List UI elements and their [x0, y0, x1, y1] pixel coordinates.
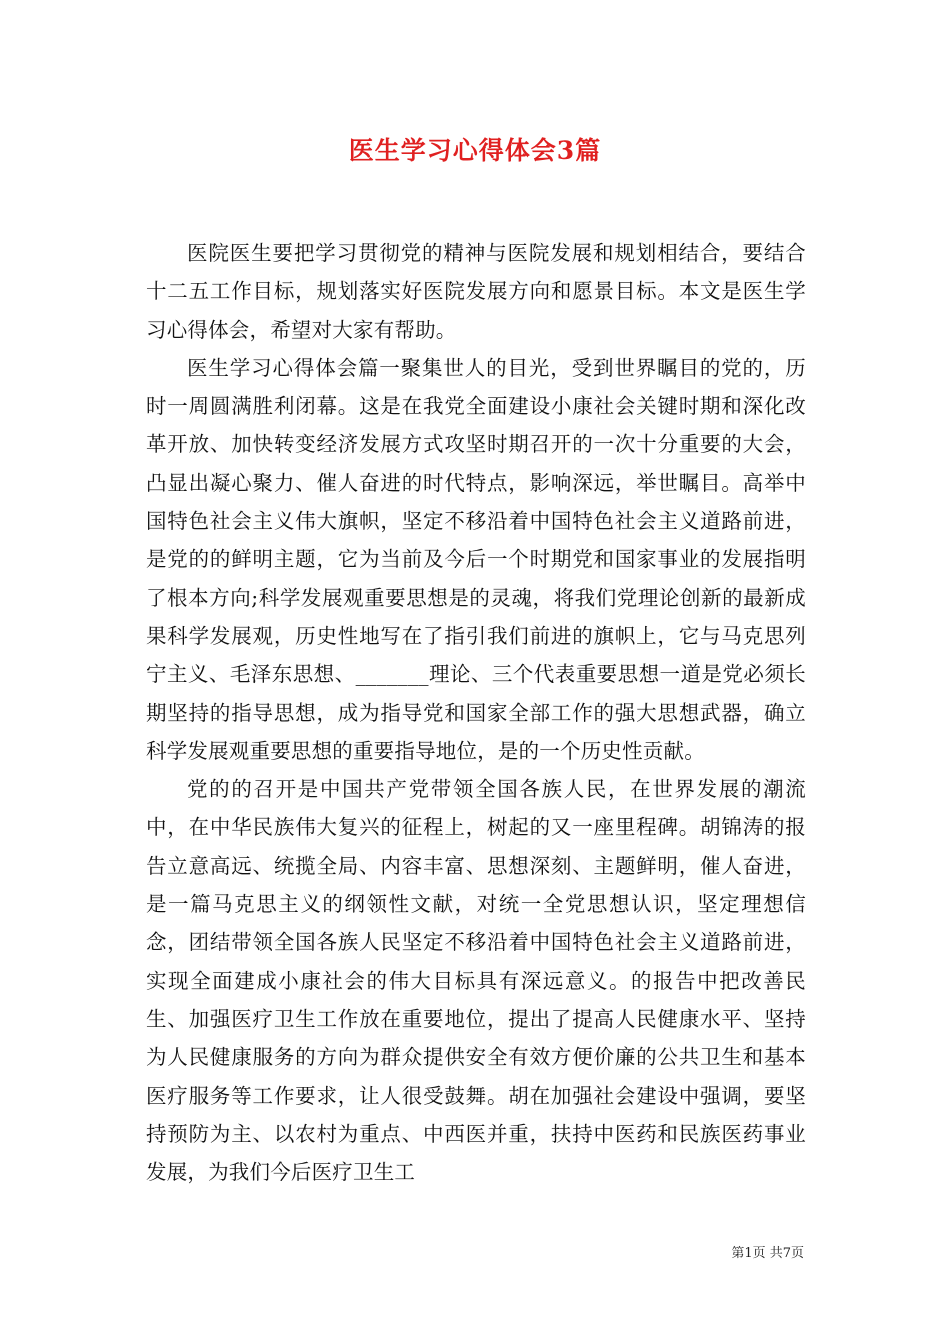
paragraph-intro: 医院医生要把学习贯彻党的精神与医院发展和规划相结合，要结合十二五工作目标，规划落实好医院发展方向和愿景目标。本文是医生学习心得体会，希望对大家有帮助。: [146, 241, 806, 342]
document-body: [146, 234, 806, 1191]
paragraph-article-one: 医生学习心得体会篇一聚集世人的目光，受到世界瞩目的党的，历时一周圆满胜利闭幕。这是在我党全面建设小康社会关键时期和深化改革开放、加快转变经济发展方式攻坚时期召开的一次十分重要的大会，凸显出凝心聚力、催人奋进的时代特点，影响深远，举世瞩目。高举中国特色社会主义伟大旗帜，坚定不移沿着中国特色社会主义道路前进，是党的的鲜明主题，它为当前及今后一个时期党和国家事业的发展指明了根本方向;科学发展观重要思想是的灵魂，将我们党理论创新的最新成果科学发展观，历史性地写在了指引我们前进的旗帜上，它与马克思列宁主义、毛泽东思想、_______理论、三个代表重要思想一道是党必须长期坚持的指导思想，成为指导党和国家全部工作的强大思想武器，确立科学发展观重要思想的重要指导地位，是的一个历史性贡献。: [146, 355, 806, 763]
paragraph-congress: 党的的召开是中国共产党带领全国各族人民，在世界发展的潮流中，在中华民族伟大复兴的征程上，树起的又一座里程碑。胡锦涛的报告立意高远、统揽全局、内容丰富、思想深刻、主题鲜明，催人奋进，是一篇马克思主义的纲领性文献，对统一全党思想认识，坚定理想信念，团结带领全国各族人民坚定不移沿着中国特色社会主义道路前进，实现全面建成小康社会的伟大目标具有深远意义。的报告中把改善民生、加强医疗卫生工作放在重要地位，提出了提高人民健康水平、坚持为人民健康服务的方向为群众提供安全有效方便价廉的公共卫生和基本医疗服务等工作要求，让人很受鼓舞。胡在加强社会建设中强调，要坚持预防为主、以农村为重点、中西医并重，扶持中医药和民族医药事业发展，为我们今后医疗卫生工: [146, 777, 806, 1185]
document-title: 医生学习心得体会3篇: [348, 136, 602, 165]
page-number-footer: 第1页 共7页: [731, 1246, 804, 1261]
